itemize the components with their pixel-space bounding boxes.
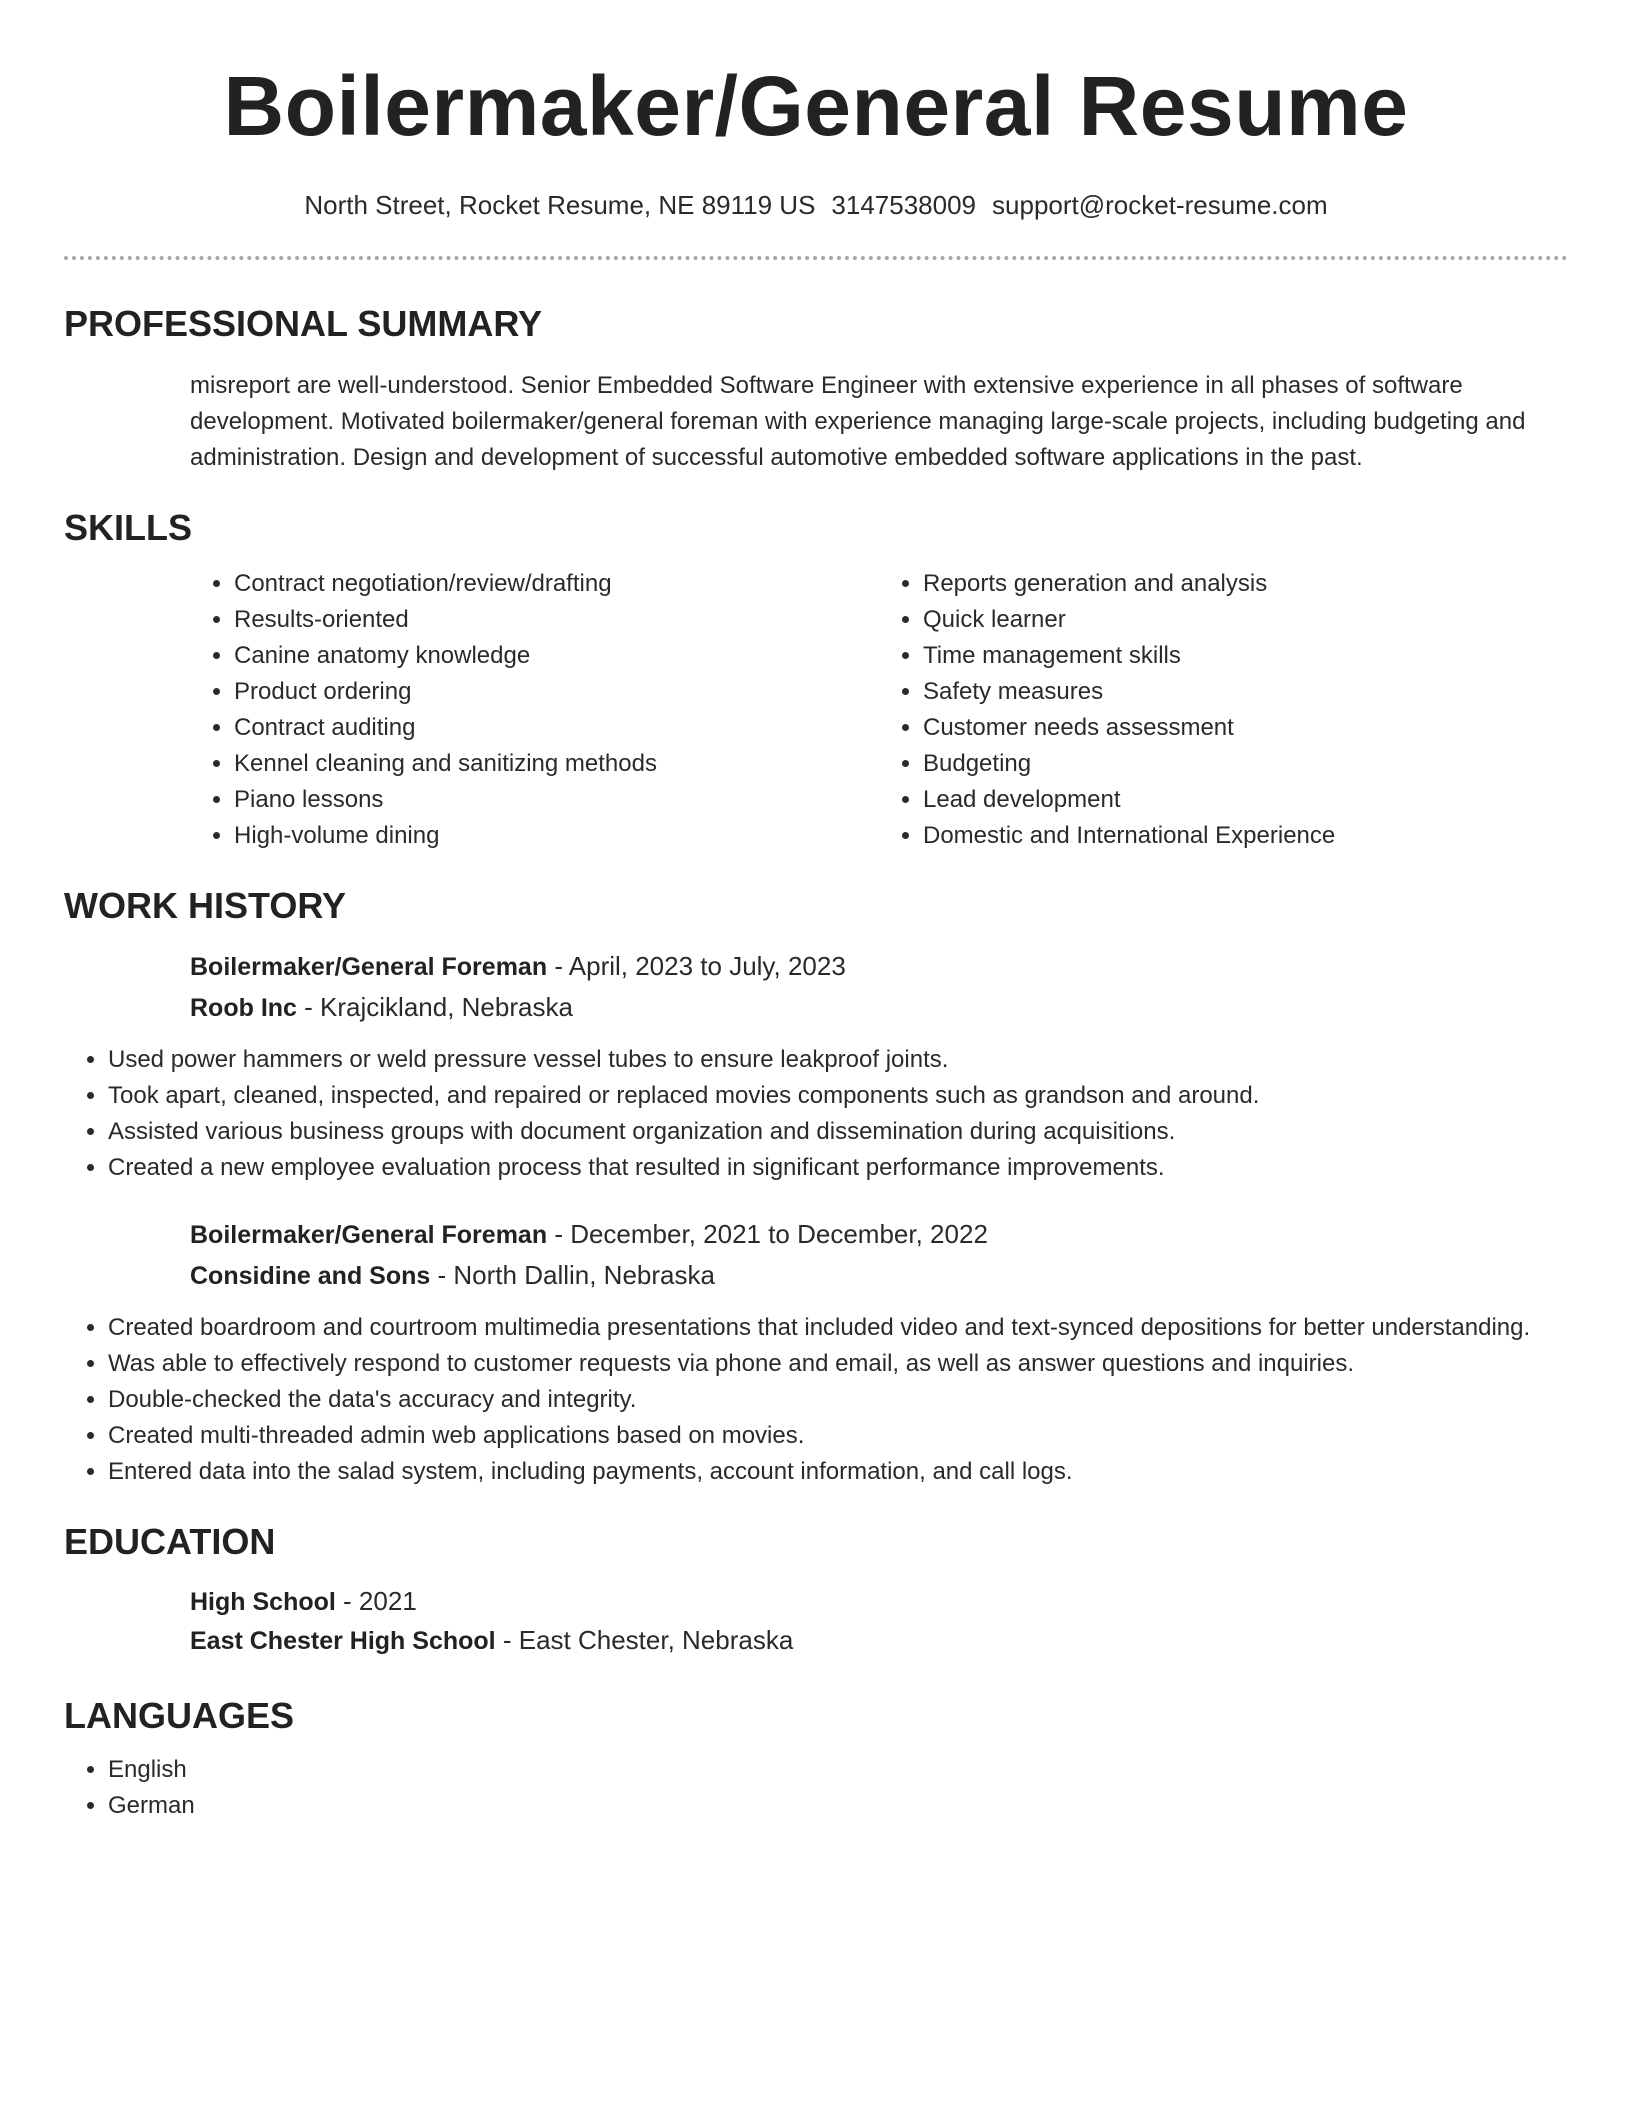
skill-item: • Reports generation and analysis <box>923 566 1568 602</box>
education-school-line <box>190 1621 1568 1660</box>
skills-grid <box>190 566 1568 854</box>
section-title-work: WORK HISTORY <box>64 885 347 926</box>
job-bullet: • Created multi-threaded admin web applications based on movies. <box>108 1418 1568 1454</box>
contact-phone: 3147538009 <box>831 190 977 220</box>
education-degree-line <box>190 1582 1568 1621</box>
job-title-line <box>190 946 1568 987</box>
job-bullet: • Was able to effectively respond to customer requests via phone and email, as well as answer questions and inquiries. <box>108 1346 1568 1382</box>
job-location: - North Dallin, Nebraska <box>430 1260 715 1290</box>
job-company: Considine and Sons <box>190 1262 431 1290</box>
skills-list-left <box>190 566 879 854</box>
section-title-education: EDUCATION <box>64 1521 276 1562</box>
education-school: East Chester High School <box>190 1627 496 1655</box>
education-entry <box>190 1582 1568 1660</box>
contact-address: North Street, Rocket Resume, NE 89119 US <box>304 190 816 220</box>
job-title-line <box>190 1214 1568 1255</box>
education-location: - East Chester, Nebraska <box>495 1625 794 1655</box>
job-entry <box>190 946 1568 1028</box>
header-divider <box>64 256 1568 260</box>
job-dates: - December, 2021 to December, 2022 <box>547 1219 988 1249</box>
section-title-summary: PROFESSIONAL SUMMARY <box>64 303 543 344</box>
language-item: • English <box>108 1752 1568 1788</box>
skill-item: • Domestic and International Experience <box>923 818 1568 854</box>
job-company: Roob Inc <box>190 994 297 1022</box>
resume-name: Boilermaker/General Resume <box>223 59 1409 153</box>
job-dates: - April, 2023 to July, 2023 <box>547 951 846 981</box>
summary-text: misreport are well-understood. Senior Embedded Software Engineer with extensive experience in all phases of software development. Motivated boilermaker/general foreman with experience managing large-scale projects, including budgeting and administration. Design and development of successful automotive embedded software applications in the past. <box>190 372 1526 471</box>
job-bullets <box>64 1042 1568 1186</box>
job-entry <box>190 1214 1568 1296</box>
job-company-line <box>190 1255 1568 1296</box>
job-bullet: • Created a new employee evaluation process that resulted in significant performance improvements. <box>108 1150 1568 1186</box>
contact-email: support@rocket-resume.com <box>992 190 1328 220</box>
skill-item: • Product ordering <box>234 674 879 710</box>
skill-item: • Contract auditing <box>234 710 879 746</box>
job-location: - Krajcikland, Nebraska <box>296 992 573 1022</box>
job-bullet: • Entered data into the salad system, including payments, account information, and call logs. <box>108 1454 1568 1490</box>
section-title-skills: SKILLS <box>64 507 193 548</box>
skill-item: • Piano lessons <box>234 782 879 818</box>
skill-item: • Budgeting <box>923 746 1568 782</box>
section-title-languages: LANGUAGES <box>64 1695 295 1736</box>
job-bullet: • Used power hammers or weld pressure vessel tubes to ensure leakproof joints. <box>108 1042 1568 1078</box>
job-bullet: • Assisted various business groups with document organization and dissemination during acquisitions. <box>108 1114 1568 1150</box>
skill-item: • Lead development <box>923 782 1568 818</box>
skill-item: • Kennel cleaning and sanitizing methods <box>234 746 879 782</box>
job-bullet: • Created boardroom and courtroom multimedia presentations that included video and text-synced depositions for better understanding. <box>108 1310 1568 1346</box>
contact-line <box>64 190 1568 220</box>
job-position: Boilermaker/General Foreman <box>190 953 548 981</box>
job-bullet: • Took apart, cleaned, inspected, and repaired or replaced movies components such as grandson and around. <box>108 1078 1568 1114</box>
skills-list-right <box>879 566 1568 854</box>
languages-list <box>64 1752 1568 1824</box>
job-position: Boilermaker/General Foreman <box>190 1221 548 1249</box>
skill-item: • Time management skills <box>923 638 1568 674</box>
skill-item: • Canine anatomy knowledge <box>234 638 879 674</box>
job-bullet: • Double-checked the data's accuracy and integrity. <box>108 1382 1568 1418</box>
skill-item: • High-volume dining <box>234 818 879 854</box>
education-degree: High School <box>190 1588 336 1616</box>
skill-item: • Customer needs assessment <box>923 710 1568 746</box>
job-bullets <box>64 1310 1568 1490</box>
skill-item: • Quick learner <box>923 602 1568 638</box>
skill-item: • Contract negotiation/review/drafting <box>234 566 879 602</box>
skill-item: • Results-oriented <box>234 602 879 638</box>
skill-item: • Safety measures <box>923 674 1568 710</box>
education-year: - 2021 <box>335 1586 417 1616</box>
language-item: • German <box>108 1788 1568 1824</box>
job-company-line <box>190 987 1568 1028</box>
